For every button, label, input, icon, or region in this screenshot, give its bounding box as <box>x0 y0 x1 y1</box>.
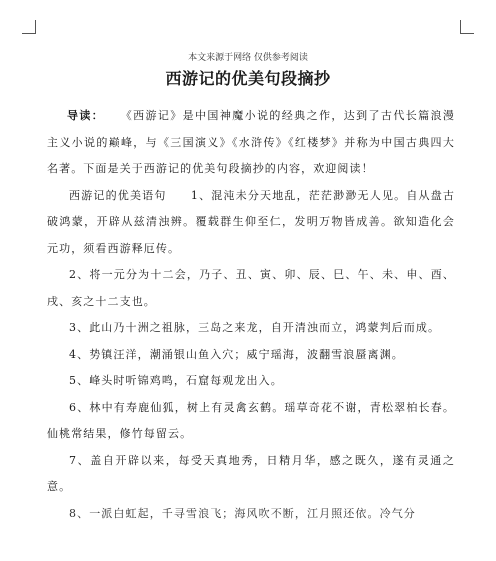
document-title: 西游记的优美句段摘抄 <box>165 69 331 88</box>
crop-mark-top-left <box>22 20 36 34</box>
intro-label: 导读： <box>67 109 105 122</box>
quote-paragraph-6: 6、林中有寿鹿仙狐，树上有灵禽玄鹤。瑶草奇花不谢，青松翠柏长春。仙桃常结果，修竹每留云。 <box>47 400 455 440</box>
quote-paragraph-4: 4、势镇汪洋，潮涌银山鱼入穴；威宁瑶海，波翻雪浪蜃离渊。 <box>69 347 404 361</box>
quote-paragraph-7: 7、盖自开辟以来，每受天真地秀，日精月华，感之既久，遂有灵通之意。 <box>47 453 455 493</box>
source-note: 本文来源于网络 仅供参考阅读 <box>188 53 308 63</box>
quote-paragraph-8: 8、一派白虹起，千寻雪浪飞；海风吹不断，江月照还依。冷气分 <box>69 506 416 520</box>
intro-text: 《西游记》是中国神魔小说的经典之作，达到了古代长篇浪漫主义小说的巅峰，与《三国演义》《水浒传》《红楼梦》并称为中国古典四大名著。下面是关于西游记的优美句段摘抄的内容，欢迎阅读！ <box>47 109 455 175</box>
quote-paragraph-1: 西游记的优美语句 1、混沌未分天地乱，茫茫渺渺无人见。自从盘古破鸿蒙，开辟从兹清浊辨。覆载群生仰至仁，发明万物皆成善。欲知造化会元功，须看西游释厄传。 <box>47 188 455 255</box>
intro-paragraph <box>47 103 455 183</box>
document-body <box>47 103 455 527</box>
quote-paragraph-3: 3、此山乃十洲之祖脉，三岛之来龙，自开清浊而立，鸿蒙判后而成。 <box>69 321 441 334</box>
quote-paragraph-5: 5、峰头时听锦鸡鸣，石窟每观龙出入。 <box>69 374 283 387</box>
crop-mark-top-right <box>460 20 474 34</box>
quote-paragraph-2: 2、将一元分为十二会，乃子、丑、寅、卯、辰、巳、午、未、申、酉、戌、亥之十二支也。 <box>47 268 455 308</box>
